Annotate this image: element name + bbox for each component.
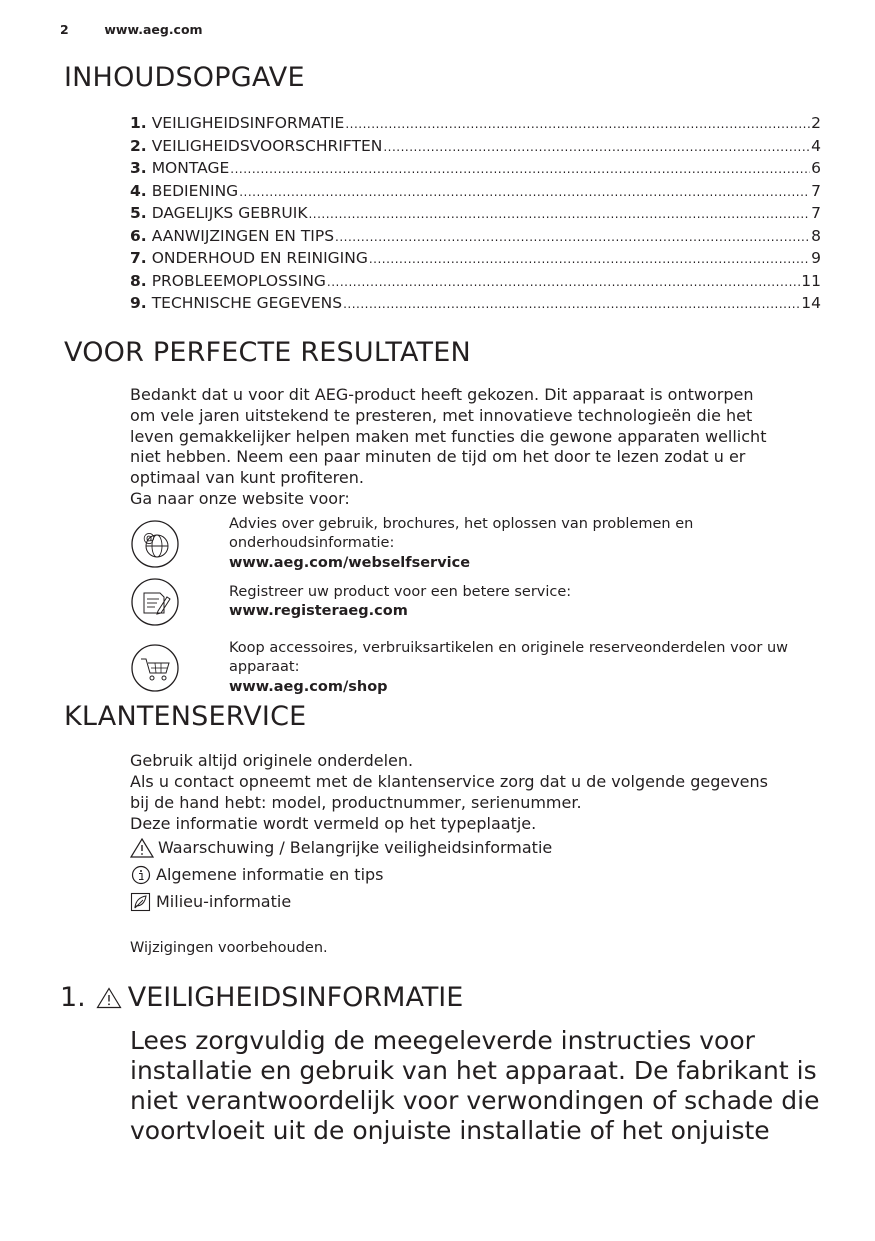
toc-item-label: TECHNISCHE GEGEVENS	[151, 294, 343, 312]
toc-item[interactable]: 6. AANWIJZINGEN EN TIPS ..... 8	[130, 225, 821, 248]
page-header	[60, 22, 203, 37]
results-title: VOOR PERFECTE RESULTATEN	[64, 337, 471, 368]
warning-icon	[96, 987, 122, 1009]
customer-service-title: KLANTENSERVICE	[64, 701, 307, 732]
link-webselfservice: @ Advies over gebruik, brochures, het oplossen van problemen en onderhoudsinformatie: www.aeg.com/webselfservice	[130, 515, 810, 573]
toc-item-page: 11	[801, 271, 821, 290]
toc-item-label: VEILIGHEIDSVOORSCHRIFTEN	[151, 136, 383, 155]
toc-item[interactable]: 7. ONDERHOUD EN REINIGING ..... 9	[130, 247, 821, 270]
legend-warning: Waarschuwing / Belangrijke veiligheidsinformatie	[130, 834, 810, 861]
toc-item-page: 4	[811, 136, 821, 155]
safety-section-number: 1.	[60, 982, 86, 1013]
shopping-cart-icon	[130, 643, 180, 693]
website-links	[130, 515, 810, 705]
link-register: Registreer uw product voor een betere service: www.registeraeg.com	[130, 573, 810, 631]
changes-note: Wijzigingen voorbehouden.	[130, 940, 328, 956]
toc-item-page: 8	[811, 226, 821, 245]
toc-item[interactable]: 9. TECHNISCHE GEGEVENS ..... 14	[130, 292, 821, 315]
register-link[interactable]: www.registeraeg.com	[229, 603, 408, 619]
toc-item-page: 6	[811, 159, 821, 177]
toc-item-label: VEILIGHEIDSINFORMATIE	[151, 114, 345, 132]
shop-link[interactable]: www.aeg.com/shop	[229, 678, 388, 695]
toc-item-label: MONTAGE	[151, 159, 230, 177]
safety-intro: Lees zorgvuldig de meegeleverde instructies voor installatie en gebruik van het apparaat. De fabrikant is niet verantwoordelijk voor verwondingen of schade die voortvloeit uit de onjuiste installatie of het onjuiste	[130, 1026, 820, 1145]
toc-item-label: DAGELIJKS GEBRUIK	[151, 204, 308, 222]
toc-item-page: 7	[811, 181, 821, 200]
toc-item[interactable]: 2. VEILIGHEIDSVOORSCHRIFTEN ..... 4	[130, 135, 821, 158]
link-shop: Koop accessoires, verbruiksartikelen en originele reserveonderdelen voor uw apparaat: www.aeg.com/shop	[130, 631, 810, 705]
customer-service-body: Gebruik altijd originele onderdelen. Als u contact opneemt met de klantenservice zorg dat u de volgende gegevens bij de hand hebt: model, productnummer, serienummer. Deze informatie wordt vermeld op het typeplaatje. Waarschuwing / Belangrijke veiligheidsinformatie Algemene informatie en tips Milieu-informatie	[130, 750, 810, 915]
register-icon	[130, 577, 180, 627]
page-number: 2	[60, 22, 69, 37]
header-website[interactable]: www.aeg.com	[104, 22, 203, 37]
toc-item[interactable]: 5. DAGELIJKS GEBRUIK ..... 7	[130, 202, 821, 225]
toc-item[interactable]: 4. BEDIENING ..... 7	[130, 180, 821, 203]
toc-title: INHOUDSOPGAVE	[64, 62, 305, 93]
toc-item-label: AANWIJZINGEN EN TIPS	[151, 226, 335, 245]
toc-item-label: ONDERHOUD EN REINIGING	[151, 249, 368, 267]
toc-item-page: 9	[811, 249, 821, 267]
svg-text:@: @	[143, 531, 155, 545]
webselfservice-link[interactable]: www.aeg.com/webselfservice	[229, 554, 471, 571]
toc-item-page: 7	[811, 204, 821, 222]
toc-item[interactable]: 8. PROBLEEMOPLOSSING ..... 11	[130, 270, 821, 293]
toc-item-page: 14	[801, 294, 821, 312]
safety-section-title	[60, 982, 463, 1013]
results-intro: Bedankt dat u voor dit AEG-product heeft gekozen. Dit apparaat is ontworpen om vele jaren uitstekend te presteren, met innovatieve technologieën die het leven gemakkelijker helpen maken met functies die gewone apparaten wellicht niet hebben. Neem een paar minuten de tijd om het door te lezen zodat u er optimaal van kunt profiteren. Ga naar onze website voor:	[130, 385, 767, 508]
legend-environment: Milieu-informatie	[130, 888, 810, 915]
environment-icon	[130, 892, 152, 912]
toc-item[interactable]: 1. VEILIGHEIDSINFORMATIE ..... 2	[130, 112, 821, 135]
table-of-contents	[130, 112, 821, 315]
toc-item[interactable]: 3. MONTAGE ..... 6	[130, 157, 821, 180]
info-icon	[130, 865, 152, 885]
legend-info: Algemene informatie en tips	[130, 861, 810, 888]
toc-item-label: BEDIENING	[151, 181, 239, 200]
safety-section-label: VEILIGHEIDSINFORMATIE	[127, 982, 464, 1013]
toc-item-label: PROBLEEMOPLOSSING	[151, 271, 326, 290]
toc-item-page: 2	[811, 114, 821, 132]
web-at-icon	[130, 519, 180, 569]
warning-icon	[130, 838, 154, 858]
